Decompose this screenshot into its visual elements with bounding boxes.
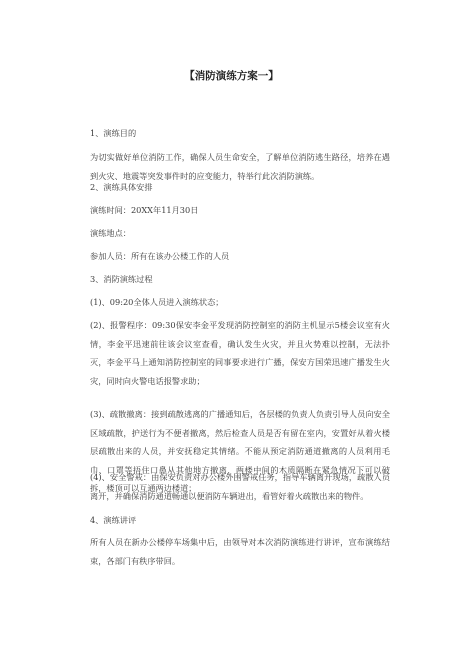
- process-step-1: (1)、09:20全体人员进入演练状态；: [90, 297, 224, 307]
- review-paragraph: 所有人员在新办公楼停车场集中后，由领导对本次消防演练进行讲评，宣布演练结束，各部门有秩序带回。: [90, 537, 390, 566]
- section-heading-purpose: 1、演练目的: [90, 128, 137, 138]
- purpose-paragraph: 为切实做好单位消防工作，确保人员生命安全，了解单位消防逃生路径，培养在遇到火灾、地震等突发事件时的应变能力，特举行此次消防演练。: [90, 152, 390, 181]
- process-step-3: (3)、疏散撤离：接到疏散逃离的广播通知后，各层楼的负责人负责引导人员向安全区域疏散，护送行为不便者撤离，然后检查人员是否有留在室内，安置好从着火楼层疏散出来的人员，并安抚稳定其情绪。不能从预定消防通道撤离的人员利用毛巾、口罩等捂住口鼻从其他地方撤离，两楼中间的木质隔断在紧急情况下可以破拆，楼顶可以互通两边楼道；: [90, 409, 390, 493]
- drill-participants: 参加人员：所有在该办公楼工作的人员: [90, 251, 230, 261]
- document-title: 【消防演练方案一】: [184, 70, 279, 82]
- process-step-4: (4)、安全警戒：由保安负责对办公楼外围警戒任务，指导车辆离开现场，疏散人员离开，并确保消防通道畅通以便消防车辆进出，看管好着火疏散出来的物件。: [90, 472, 390, 501]
- section-heading-review: 4、演练讲评: [90, 515, 137, 525]
- drill-place: 演练地点：: [90, 228, 131, 238]
- section-heading-schedule: 2、演练具体安排: [90, 182, 153, 192]
- drill-time: 演练时间：20XX年11月30日: [90, 205, 199, 215]
- process-step-2: (2)、报警程序：09:30保安李金平发现消防控制室的消防主机显示5楼会议室有火情，李金平迅速前往该会议室查看，确认发生火灾，并且火势难以控制，无法扑灭，李金平马上通知消防控制室的同事要求进行广播，保安方国荣迅速广播发生火灾，同时向火警电话报警求助；: [90, 320, 390, 386]
- section-heading-process: 3、消防演练过程: [90, 274, 153, 284]
